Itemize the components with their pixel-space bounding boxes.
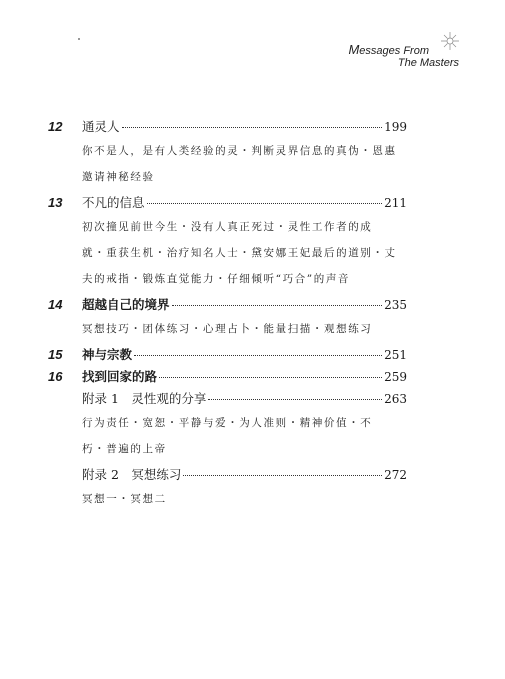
chapter-number: 16 bbox=[48, 369, 63, 384]
chapter-title[interactable]: 通灵人 bbox=[82, 119, 120, 134]
toc-entry[interactable] bbox=[82, 464, 407, 486]
chapter-subtopics bbox=[82, 214, 412, 292]
dot-leader bbox=[183, 475, 382, 476]
chapter-subtopics bbox=[82, 486, 412, 512]
page-number: 211 bbox=[384, 196, 407, 210]
chapter-title[interactable]: 附录 2 冥想练习 bbox=[82, 467, 182, 482]
table-of-contents bbox=[48, 116, 407, 514]
toc-entry[interactable] bbox=[48, 192, 407, 214]
chapter-number: 14 bbox=[48, 297, 63, 312]
chapter-number: 15 bbox=[48, 347, 63, 362]
dot-leader bbox=[134, 355, 382, 356]
subtopic-line: 初次撞见前世今生・没有人真正死过・灵性工作者的成 bbox=[82, 221, 373, 233]
header-line1: essages From bbox=[359, 45, 429, 57]
toc-entry[interactable] bbox=[48, 294, 407, 316]
subtopic-line: 就・重获生机・治疗知名人士・黛安娜王妃最后的道别・丈 bbox=[82, 247, 397, 259]
dot-leader bbox=[147, 203, 383, 204]
toc-entry[interactable] bbox=[82, 388, 407, 410]
scan-speck bbox=[78, 38, 80, 40]
dot-leader bbox=[208, 399, 382, 400]
subtopic-line: 朽・普遍的上帝 bbox=[82, 443, 167, 455]
subtopic-line: 邀请神秘经验 bbox=[82, 171, 155, 183]
subtopic-line: 行为责任・宽恕・平静与爱・为人准则・精神价值・不 bbox=[82, 417, 373, 429]
page-number: 259 bbox=[384, 370, 407, 384]
page-number: 272 bbox=[384, 468, 407, 482]
subtopic-line: 夫的戒指・锻炼直觉能力・仔细倾听“巧合”的声音 bbox=[82, 273, 351, 285]
page-number: 251 bbox=[384, 348, 407, 362]
subtopic-line: 冥想一・冥想二 bbox=[82, 493, 167, 505]
chapter-number: 12 bbox=[48, 119, 63, 134]
toc-entry[interactable] bbox=[48, 116, 407, 138]
chapter-title[interactable]: 神与宗教 bbox=[82, 347, 133, 362]
chapter-title[interactable]: 不凡的信息 bbox=[82, 195, 145, 210]
toc-entry[interactable] bbox=[48, 344, 407, 366]
dot-leader bbox=[172, 305, 383, 306]
subtopic-line: 你不是人，是有人类经验的灵・判断灵界信息的真伪・恩惠 bbox=[82, 145, 397, 157]
chapter-subtopics bbox=[82, 316, 412, 342]
dot-leader bbox=[122, 127, 383, 128]
chapter-title[interactable]: 超越自己的境界 bbox=[82, 297, 170, 312]
header-initial: M bbox=[348, 42, 360, 57]
dot-leader bbox=[159, 377, 382, 378]
page-number: 199 bbox=[384, 120, 407, 134]
header-line2: The Masters bbox=[397, 57, 459, 69]
chapter-number: 13 bbox=[48, 195, 63, 210]
subtopic-line: 冥想技巧・团体练习・心理占卜・能量扫描・观想练习 bbox=[82, 323, 373, 335]
chapter-title[interactable]: 附录 1 灵性观的分享 bbox=[82, 391, 207, 406]
page-number: 235 bbox=[384, 298, 407, 312]
page-number: 263 bbox=[384, 392, 407, 406]
toc-entry[interactable] bbox=[48, 366, 407, 388]
chapter-subtopics bbox=[82, 410, 412, 462]
chapter-subtopics bbox=[82, 138, 412, 190]
running-header bbox=[348, 44, 459, 69]
chapter-title[interactable]: 找到回家的路 bbox=[82, 369, 158, 384]
